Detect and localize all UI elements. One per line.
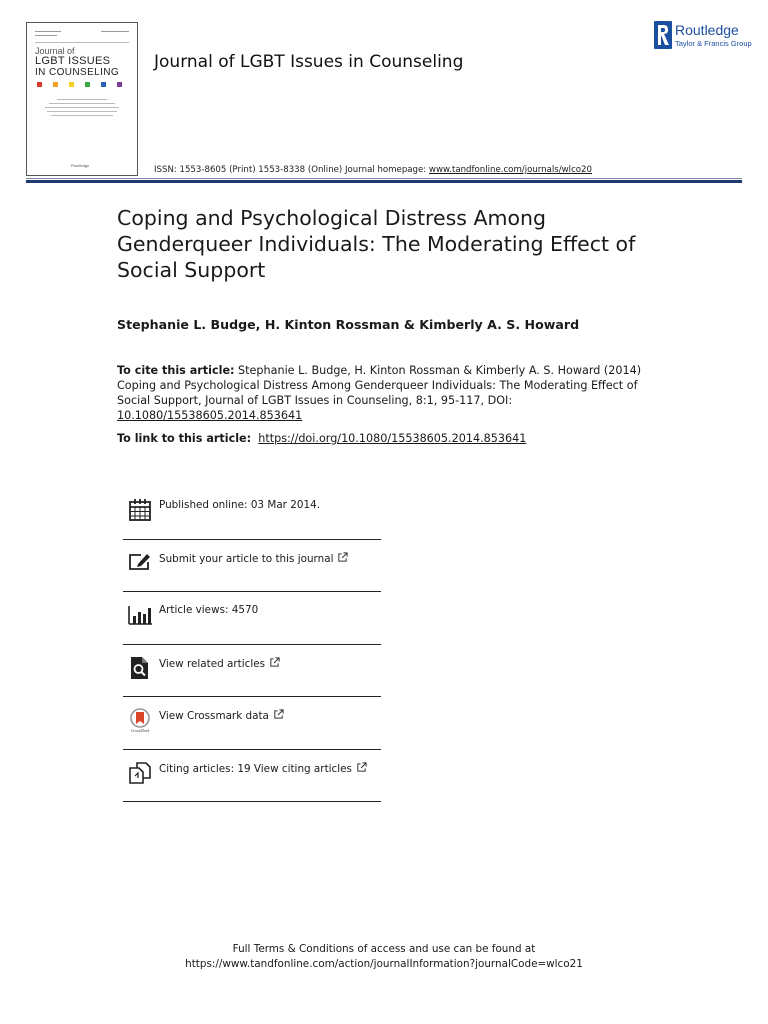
publisher-logo (654, 21, 750, 51)
submit-article-text: Submit your article to this journal (159, 552, 334, 565)
link-label: To link to this article: (117, 432, 252, 445)
cover-title-line1: Journal of (35, 46, 75, 56)
citing-articles-text: Citing articles: 19 View citing articles (159, 762, 352, 775)
article-authors: Stephanie L. Budge, H. Kinton Rossman & Kimberly A. S. Howard (117, 317, 580, 332)
svg-text:CrossMark: CrossMark (130, 728, 150, 733)
published-online-item (123, 487, 381, 540)
terms-footer (0, 942, 768, 972)
citing-articles-item[interactable] (123, 750, 381, 803)
article-doi-link[interactable]: https://doi.org/10.1080/15538605.2014.853641 (258, 432, 527, 445)
published-online-text: Published online: 03 Mar 2014. (159, 499, 321, 511)
article-views-item (123, 592, 381, 645)
article-title: Coping and Psychological Distress Among Genderqueer Individuals: The Moderating Effect of Social Support (117, 206, 636, 282)
citation-block (117, 363, 647, 423)
publisher-subtitle: Taylor & Francis Group (675, 39, 752, 48)
edit-icon (127, 550, 153, 576)
crossmark-icon (127, 707, 153, 733)
cite-text: Stephanie L. Budge, H. Kinton Rossman & Kimberly A. S. Howard (2014) Coping and Psychological Distress Among Genderqueer Individuals: The Moderating Effect of Social Support, Journal of LGBT Issues in Counseling, 8:1, 95-117, DOI: (117, 364, 642, 407)
cite-label: To cite this article: (117, 364, 235, 377)
cover-title-line2: LGBT ISSUES (35, 55, 111, 67)
journal-title: Journal of LGBT Issues in Counseling (154, 52, 464, 72)
calendar-icon (127, 497, 153, 523)
cite-doi-link[interactable]: 10.1080/15538605.2014.853641 (117, 409, 303, 422)
crossmark-text: View Crossmark data (159, 710, 269, 722)
publisher-name: Routledge (675, 22, 739, 38)
bar-chart-icon (127, 602, 153, 628)
related-articles-link[interactable] (159, 657, 280, 670)
external-link-icon (273, 709, 284, 720)
link-to-article (117, 432, 526, 445)
footer-line1: Full Terms & Conditions of access and use can be found at (232, 943, 536, 955)
submit-article-link[interactable] (159, 552, 348, 565)
journal-homepage-link[interactable]: www.tandfonline.com/journals/wlco20 (428, 165, 592, 175)
search-document-icon (127, 655, 153, 681)
issn-text: ISSN: 1553-8605 (Print) 1553-8338 (Online) Journal homepage: (154, 165, 429, 175)
submit-article-item[interactable] (123, 540, 381, 593)
external-link-icon (269, 657, 280, 668)
cover-publisher: Routledge (71, 163, 90, 168)
header-rule-thin (26, 178, 742, 179)
crossmark-item[interactable] (123, 697, 381, 750)
issn-line (154, 165, 592, 175)
article-info-list (123, 487, 381, 802)
citing-articles-link[interactable] (159, 762, 367, 775)
crossmark-link[interactable] (159, 709, 284, 722)
footer-terms-url[interactable]: https://www.tandfonline.com/action/journalInformation?journalCode=wlco21 (185, 958, 583, 970)
related-articles-item[interactable] (123, 645, 381, 698)
citing-articles-icon (127, 760, 153, 786)
external-link-icon (356, 762, 367, 773)
cover-title-line3: IN COUNSELING (35, 67, 120, 78)
routledge-logo-icon (654, 21, 672, 49)
article-views-text: Article views: 4570 (159, 604, 259, 616)
related-articles-text: View related articles (159, 657, 266, 670)
external-link-icon (337, 552, 348, 563)
journal-cover-thumbnail (26, 22, 138, 176)
header-rule-thick (26, 180, 742, 183)
